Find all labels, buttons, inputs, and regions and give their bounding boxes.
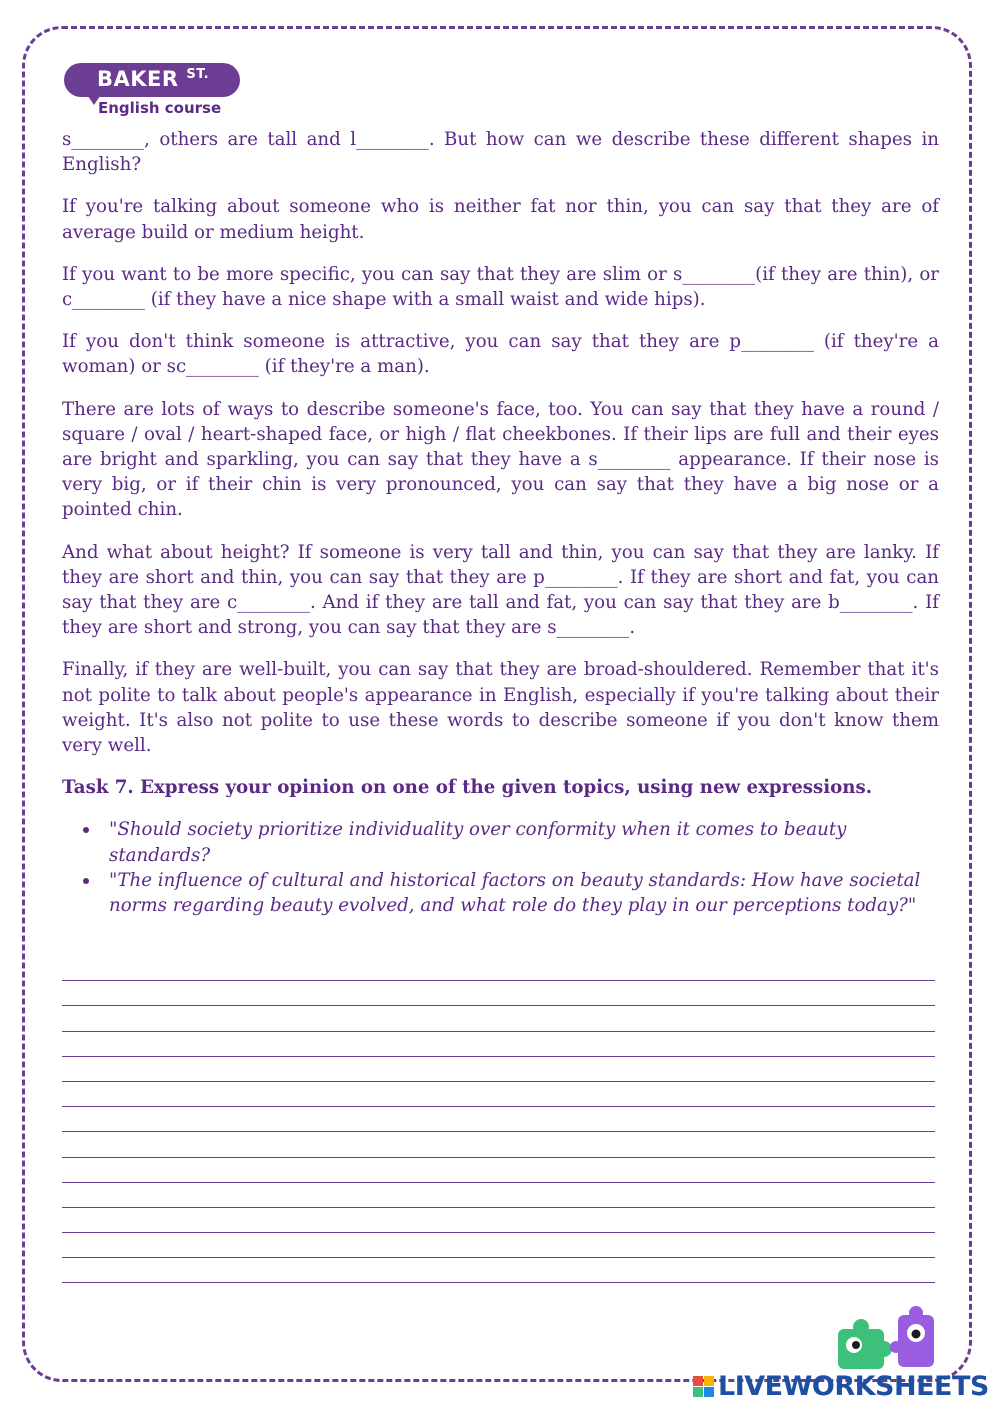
- worksheet-content: [62, 127, 939, 918]
- answer-line[interactable]: [62, 1032, 935, 1057]
- answer-line[interactable]: [62, 956, 935, 981]
- task-heading: Task 7. Express your opinion on one of the given topics, using new expressions.: [62, 777, 873, 799]
- answer-line[interactable]: [62, 1107, 935, 1132]
- paragraph: s________, others are tall and l________. But how can we describe these different shapes in English?: [62, 129, 939, 176]
- paragraph: And what about height? If someone is very tall and thin, you can say that they are lanky. If they are short and thin, you can say that they are p________. If they are short and fat, you can say that they are c________. And if they are tall and fat, you can say that they are b________. If they are short and strong, you can say that they are s________.: [62, 541, 939, 639]
- answer-lines[interactable]: [62, 956, 935, 1283]
- answer-line[interactable]: [62, 1006, 935, 1031]
- topic-list: [62, 817, 939, 918]
- logo-brand: BAKER $^{ST.}$: [97, 67, 210, 91]
- answer-line[interactable]: [62, 1183, 935, 1208]
- paragraph: If you don't think someone is attractive, you can say that they are p________ (if they're a woman) or sc________ (if they're a man).: [62, 331, 939, 378]
- topic-item: "Should society prioritize individuality over conformity when it comes to beauty standards?: [109, 817, 939, 867]
- paragraph: There are lots of ways to describe someone's face, too. You can say that they have a round / square / oval / heart-shaped face, or high / flat cheekbones. If their lips are full and their eyes are bright and sparkling, you can say that they have a s________ appearance. If their nose is very big, or if their chin is very pronounced, you can say that they have a big nose or a pointed chin.: [62, 398, 939, 521]
- answer-line[interactable]: [62, 1158, 935, 1183]
- answer-line[interactable]: [62, 1132, 935, 1157]
- paragraph: If you're talking about someone who is neither fat nor thin, you can say that they are of average build or medium height.: [62, 196, 939, 243]
- answer-line[interactable]: [62, 1233, 935, 1258]
- answer-line[interactable]: [62, 981, 935, 1006]
- puzzle-mascot-icon: [832, 1305, 942, 1375]
- liveworksheets-brand: LIVEWORKSHEETS: [718, 1371, 989, 1402]
- topic-item: "The influence of cultural and historical factors on beauty standards: How have societal norms regarding beauty evolved, and what role do they play in our perceptions today?": [109, 868, 939, 918]
- baker-st-logo: [64, 63, 244, 121]
- paragraph: If you want to be more specific, you can say that they are slim or s________(if they are thin), or c________ (if they have a nice shape with a small waist and wide hips).: [62, 263, 939, 311]
- answer-line[interactable]: [62, 1208, 935, 1233]
- answer-line[interactable]: [62, 1057, 935, 1082]
- liveworksheets-logo-icon: [693, 1376, 715, 1398]
- paragraph: Finally, if they are well-built, you can say that they are broad-shouldered. Remember that it's not polite to talk about people's appearance in English, especially if you're talking about their weight. It's also not polite to use these words to describe someone if you don't know them very well.: [62, 659, 939, 757]
- logo-course: English course: [98, 99, 222, 117]
- answer-line[interactable]: [62, 1082, 935, 1107]
- answer-line[interactable]: [62, 1258, 935, 1283]
